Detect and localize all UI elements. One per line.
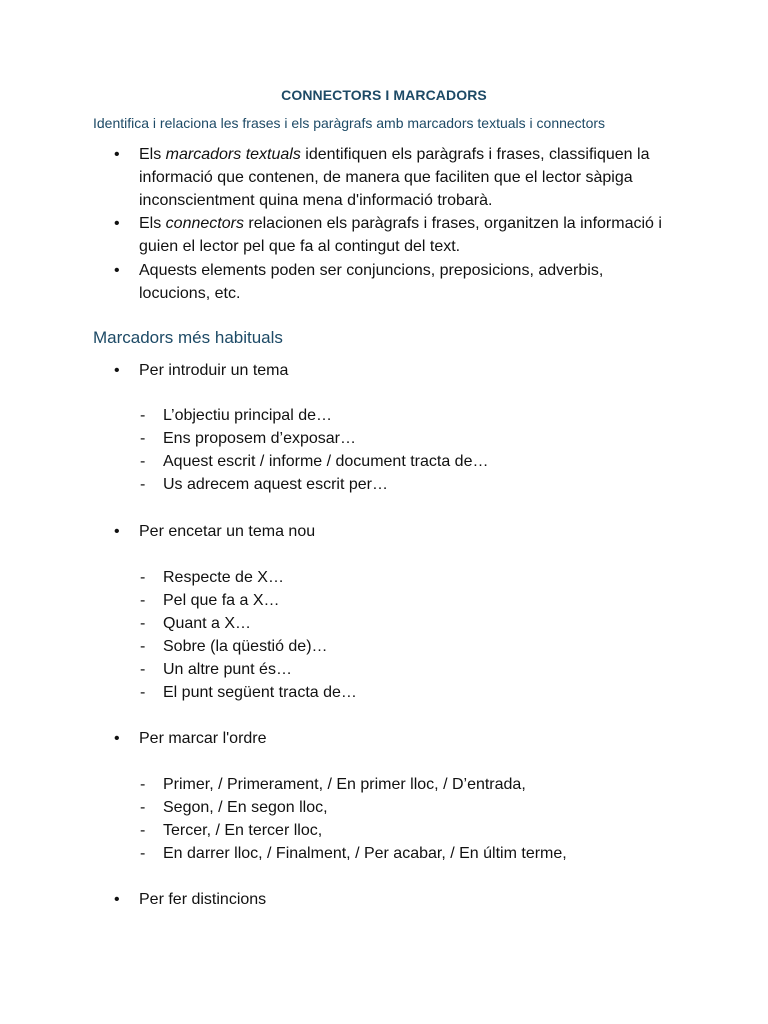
intro-item-3: Aquests elements poden ser conjuncions, preposicions, adverbis, locucions, etc. (139, 262, 604, 302)
group-label-marcar-ordre: Per marcar l'ordre (139, 730, 267, 747)
dash-icon: - (140, 822, 146, 839)
dash-icon: - (140, 407, 146, 424)
dash-icon: - (140, 453, 146, 470)
dash-icon: - (140, 776, 146, 793)
dash-icon: - (140, 845, 146, 862)
list-item: Pel que fa a X… (163, 592, 280, 609)
list-item: Aquest escrit / informe / document tracta de… (163, 453, 489, 470)
dash-icon: - (140, 476, 146, 493)
bullet-icon: • (114, 215, 120, 232)
dash-icon: - (140, 799, 146, 816)
list-item: El punt següent tracta de… (163, 684, 357, 701)
intro-item-2-emphasis: connectors (165, 215, 244, 232)
list-item: Ens proposem d’exposar… (163, 430, 356, 447)
group-label-fer-distincions: Per fer distincions (139, 891, 267, 908)
dash-icon: - (140, 592, 146, 609)
bullet-icon: • (114, 730, 120, 747)
group-label-introduir-tema: Per introduir un tema (139, 362, 289, 379)
section-heading: Marcadors més habituals (93, 328, 283, 347)
list-item: Primer, / Primerament, / En primer lloc, / D’entrada, (163, 776, 526, 793)
dash-icon: - (140, 684, 146, 701)
dash-icon: - (140, 615, 146, 632)
list-item: Sobre (la qüestió de)… (163, 638, 328, 655)
dash-icon: - (140, 661, 146, 678)
list-item: Us adrecem aquest escrit per… (163, 476, 388, 493)
list-item: L’objectiu principal de… (163, 407, 332, 424)
group-label-encetar-tema: Per encetar un tema nou (139, 523, 316, 540)
intro-item-2: Els connectors relacionen els paràgrafs i frases, organitzen la informació i guien el lector pel que fa al contingut del text. (139, 215, 662, 255)
intro-item-1-emphasis: marcadors textuals (165, 146, 301, 163)
intro-item-1: Els marcadors textuals identifiquen els paràgrafs i frases, classifiquen la informació que contenen, de manera que faciliten que el lector sàpiga inconscientment quina mena d'informació trobarà. (139, 146, 650, 209)
list-item: En darrer lloc, / Finalment, / Per acabar, / En últim terme, (163, 845, 567, 862)
list-item: Respecte de X… (163, 569, 284, 586)
list-item: Un altre punt és… (163, 661, 292, 678)
document-title: CONNECTORS I MARCADORS (281, 87, 487, 103)
bullet-icon: • (114, 262, 120, 279)
bullet-icon: • (114, 891, 120, 908)
bullet-icon: • (114, 362, 120, 379)
dash-icon: - (140, 569, 146, 586)
document-subtitle: Identifica i relaciona les frases i els paràgrafs amb marcadors textuals i connectors (93, 115, 606, 131)
bullet-icon: • (114, 523, 120, 540)
dash-icon: - (140, 638, 146, 655)
list-item: Segon, / En segon lloc, (163, 799, 328, 816)
list-item: Tercer, / En tercer lloc, (163, 822, 323, 839)
dash-icon: - (140, 430, 146, 447)
list-item: Quant a X… (163, 615, 252, 632)
bullet-icon: • (114, 146, 120, 163)
